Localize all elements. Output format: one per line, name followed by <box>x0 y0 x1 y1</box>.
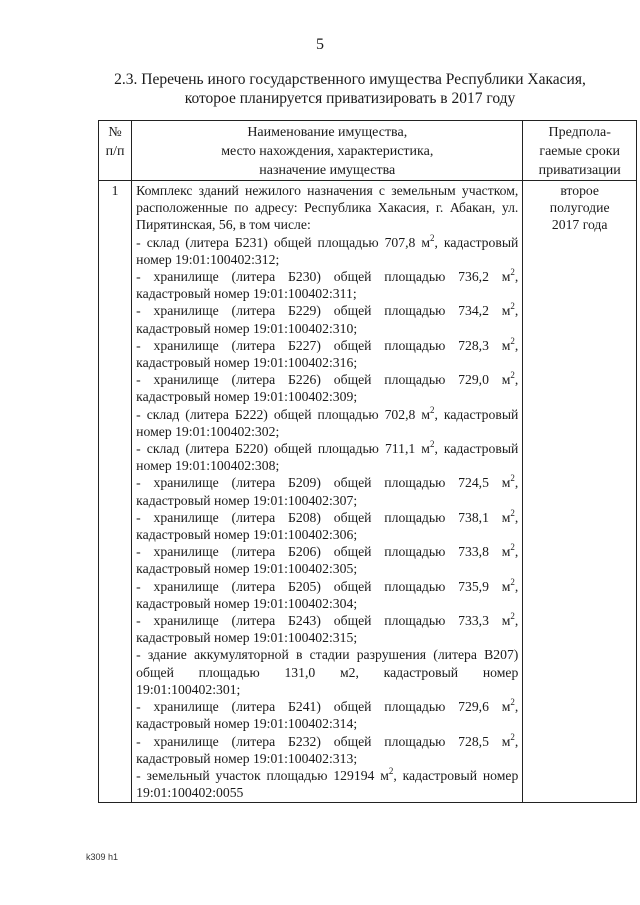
table-header-row <box>99 121 637 181</box>
list-item: - хранилище (литера Б241) общей площадью 729,6 $м^2$, кадастровый номер 19:01:100402:314; <box>136 697 519 732</box>
list-item: - склад (литера Б220) общей площадью 711,1 $м^2$, кадастровый номер 19:01:100402:308; <box>136 439 519 474</box>
property-table <box>98 120 637 803</box>
list-item: - склад (литера Б222) общей площадью 702,8 $м^2$, кадастровый номер 19:01:100402:302; <box>136 404 519 439</box>
description-intro: Комплекс зданий нежилого назначения с земельным участком, расположенные по адресу: Республика Хакасия, г. Абакан, ул. Пирятинская, 56, в том числе: <box>136 183 519 233</box>
list-item: - здание аккумуляторной в стадии разрушения (литера В207) общей площадью 131,0 м2, кадастровый номер 19:01:100402:301; <box>136 647 519 697</box>
table-row <box>99 181 637 803</box>
list-item: - хранилище (литера Б227) общей площадью 728,3 $м^2$, кадастровый номер 19:01:100402:316; <box>136 335 519 371</box>
header-privatization-term: Предпола- гаемые сроки приватизации <box>523 121 637 181</box>
footer-code: k309 h1 <box>86 852 119 862</box>
list-item: - земельный участок площадью 129194 $м^2$, кадастровый номер 19:01:100402:0055 <box>136 765 519 801</box>
page-number: 5 <box>316 36 324 53</box>
property-description <box>132 181 523 803</box>
list-item: - хранилище (литера Б229) общей площадью 734,2 $м^2$, кадастровый номер 19:01:100402:310; <box>136 301 519 336</box>
property-items-list <box>136 234 518 802</box>
list-item: - хранилище (литера Б209) общей площадью 724,5 $м^2$, кадастровый номер 19:01:100402:307; <box>136 473 519 508</box>
row-number: 1 <box>99 181 132 803</box>
heading-line-2: которое планируется приватизировать в 2017 году <box>184 90 516 107</box>
list-item: - хранилище (литера Б206) общей площадью 733,8 $м^2$, кадастровый номер 19:01:100402:305; <box>136 542 519 577</box>
list-item: - хранилище (литера Б230) общей площадью 736,2 $м^2$, кадастровый номер 19:01:100402:311; <box>136 267 519 302</box>
list-item: - хранилище (литера Б226) общей площадью 729,0 $м^2$, кадастровый номер 19:01:100402:309; <box>136 370 519 405</box>
heading-line-1: 2.3. Перечень иного государственного имущества Республики Хакасия, <box>114 71 586 88</box>
list-item: - хранилище (литера Б205) общей площадью 735,9 $м^2$, кадастровый номер 19:01:100402:304; <box>136 576 519 611</box>
list-item: - хранилище (литера Б243) общей площадью 733,3 $м^2$, кадастровый номер 19:01:100402:315; <box>136 611 519 646</box>
list-item: - хранилище (литера Б232) общей площадью 728,5 $м^2$, кадастровый номер 19:01:100402:313; <box>136 731 519 766</box>
privatization-term: второе полугодие 2017 года <box>523 181 637 803</box>
document-heading <box>100 70 600 108</box>
list-item: - склад (литера Б231) общей площадью 707,8 $м^2$, кадастровый номер 19:01:100402:312; <box>136 232 519 267</box>
list-item: - хранилище (литера Б208) общей площадью 738,1 $м^2$, кадастровый номер 19:01:100402:306; <box>136 507 519 543</box>
header-number: № п/п <box>99 121 132 181</box>
header-property-name: Наименование имущества, место нахождения, характеристика, назначение имущества <box>132 121 523 181</box>
